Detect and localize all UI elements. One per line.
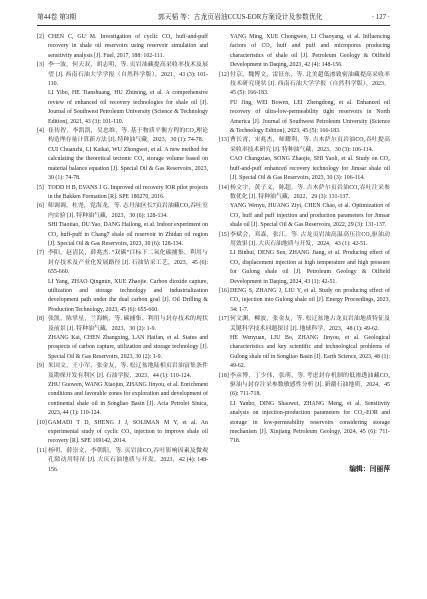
reference-text-chinese: 李一波，何天双，胡志明，等. 页岩油藏提高采收率技术及展望 [J]. 西南石油大学学报（自然科学版），2021，43 (3): 101-110.: [48, 62, 208, 88]
reference-number: [17]: [219, 316, 229, 323]
reference-text-chinese: 曹长霄，宋兆杰，师耀利，等. 吉木萨尔页岩油CO₂吞吐提高采收率技术研究 [J]. 特种油气藏，2023，30 (3): 106-114.: [230, 137, 390, 153]
reference-number: [9]: [37, 363, 44, 370]
reference-number: [7]: [37, 250, 44, 257]
reference-entry: [37, 249, 208, 315]
reference-list-left-column: [37, 33, 208, 475]
reference-body: [230, 287, 390, 315]
reference-entry: [37, 447, 208, 475]
reference-text-english: LI Yanbo, DING Shaowei, ZHANG Meng, et al. Sensitivity analysis on injection-production parameters for CO₂-EOR and storage in low-permeability reservoirs considering storage mechanism [J]. Xinjiang Petroleum Geology, 2024, 45 (6): 711-718.: [230, 400, 390, 445]
reference-body: [230, 231, 390, 287]
reference-body: [230, 33, 390, 71]
reference-text-chinese: 师调调，杜尧，党海龙，等. 志丹油区长7页岩油藏CO₂吞吐室内实验 [J]. 特种油气藏，2023，30 (6): 128-134.: [48, 203, 208, 219]
reference-text-chinese: 崔传智，李凯凯，吴忠维，等. 基于物质平衡方程的CO₂理论构造埋存量计算新方法 [J]. 特种油气藏，2023，30 (1): 74-78.: [48, 128, 208, 144]
reference-entry: [219, 287, 390, 315]
reference-body: [48, 127, 208, 183]
reference-entry-continued: [219, 33, 390, 71]
reference-body: [48, 249, 208, 315]
reference-entry: [219, 136, 390, 183]
reference-text-english: CAO Changxiao, SONG Zhaojie, SHI Yaoli, et al. Study on CO₂ huff-and-puff enhanced recovery technology for Jimsar shale oil [J]. Special Oil & Gas Reservoirs, 2023, 30 (3): 106-114.: [230, 156, 390, 182]
reference-number: [5]: [37, 184, 44, 191]
reference-entry: [219, 372, 390, 447]
reference-body: [48, 184, 208, 203]
reference-number: [2]: [37, 34, 44, 40]
reference-number: [13]: [219, 137, 229, 144]
reference-text-chinese: 何文渊，柳波，张金友，等. 松辽盆地古龙页岩油地质特征及关键科学技术问题探讨 [J]. 地球科学，2023，48 (1): 49-62.: [230, 316, 390, 332]
reference-entry: [37, 419, 208, 447]
reference-entry: [37, 127, 208, 183]
reference-text-english: SHI Tiaotiao, DU Yao, DANG Hailong, et al. Indoor experiment on CO₂ huff-puff in Chang7 shale oil reservoir in Zhidan oil region [J]. Special Oil & Gas Reservoirs, 2023, 30 (6): 128-134.: [48, 222, 208, 247]
reference-entry: [37, 315, 208, 362]
reference-text-chinese: 朱国文，王小军，张金友，等. 松辽盆地陆相页岩油富集条件及勘探开发有利区 [J]. 石油学报，2023，44 (1): 110-124.: [48, 363, 208, 379]
reference-list: [37, 33, 208, 475]
header-rule: [37, 25, 390, 26]
reference-body: [48, 33, 208, 61]
reference-text-chinese: 付京，魏博文，雷征东，等. 北美超低渗致密油藏提高采收率技术研究现状 [J]. 西南石油大学学报（自然科学版），2023，45 (5): 166-183.: [230, 71, 390, 97]
reference-body: [230, 315, 390, 371]
reference-entry: [37, 202, 208, 249]
reference-number: [6]: [37, 203, 44, 210]
reference-entry: [219, 184, 390, 231]
reference-text-english: YANG Ming, XUE Chongwen, LI Chaoyang, et al. Influencing factors of CO₂ huff and puff and micropores producing characteristics of shale oil [J]. Petroleum Geology & Oilfield Development in Daqing, 2023, 42 (4): 148-156.: [230, 34, 390, 69]
reference-entry: [219, 315, 390, 371]
reference-text-english: GAMADI T D, SHENG J J, SOLIMAN M Y, et al. An experimental study of cyclic CO₂ injection to improve shale oil recovery [R]. SPE 169142, 2014.: [48, 419, 208, 445]
reference-number: [14]: [219, 184, 229, 191]
running-title: 郭天韬 等：古龙页岩油CCUS-EOR方案设计及参数优化: [158, 14, 323, 21]
reference-text-chinese: 李斌会，邓森，张江，等. 古龙页岩油高温高压注CO₂驱油动用效果 [J]. 大庆石油地质与开发，2024，43 (1): 42-51.: [230, 231, 390, 247]
reference-text-english: ZHU Guowen, WANG Xiaojun, ZHANG Jinyou, et al. Enrichment conditions and favorable zones for exploration and development of continental shale oil in Songliao Basin [J]. Acta Petrolei Sinica, 2023, 44 (1): 110-124.: [48, 382, 208, 417]
reference-entry: [37, 33, 208, 61]
reference-text-chinese: 李阳，赵清民，薛兆杰. “双碳”目标下二氧化碳捕集、利用与封存技术及产业化发展路径 [J]. 石油钻采工艺，2023，45 (6): 655-660.: [48, 250, 208, 276]
editor-credit: 编辑：闫丽萍: [349, 465, 390, 473]
reference-text-english: LI Yang, ZHAO Qingmin, XUE Zhaojie. Carbon dioxide capture, utilization and storage technology and industrialization development path under the dual carbon goal [J]. Oil Drilling & Production Technology, 2023, 45 (6): 655-660.: [48, 278, 208, 313]
reference-number: [4]: [37, 128, 44, 135]
reference-text-chinese: 杨文宇，黄子义，陈超，等. 吉木萨尔页岩油CO₂吞吐注采参数优化 [J]. 特种油气藏，2022，29 (3): 131-137.: [230, 184, 390, 200]
reference-text-chinese: 张凯，陈掌星，兰海帆，等. 碳捕集、利用与封存技术的现状及前景 [J]. 特种油气藏，2023，30 (2): 1-9.: [48, 316, 208, 332]
volume-issue: 第44卷 第3期: [37, 14, 77, 21]
reference-text-english: LI Yibo, HE Tianshuang, HU Zhiming, et al. A comprehensive review of enhanced oil recovery technologies for shale oil [J]. Journal of Southwest Petroleum University (Science & Technology Edition), 2021, 43 (3): 101-110.: [48, 90, 208, 125]
reference-number: [10]: [37, 419, 47, 426]
reference-body: [48, 419, 208, 447]
reference-text-english: CUI Chuanzhi, LI Kaikai, WU Zhongwei, et al. A new method for calculating the theoretical tectonic CO₂ storage volume based on material balance equation [J]. Special Oil & Gas Reservoirs, 2023, 30 (1): 74-78.: [48, 146, 208, 182]
reference-body: [48, 362, 208, 418]
reference-text-english: ZHANG Kai, CHEN Zhangxing, LAN Haifan, et al. Status and prospects of carbon capture, utilization and storage technology [J]. Special Oil & Gas Reservoirs, 2023, 30 (2): 1-9.: [48, 335, 208, 360]
reference-entry: [37, 184, 208, 203]
reference-entry: [37, 61, 208, 127]
reference-text-english: CHEN C, GU M. Investigation of cyclic CO₂ huff-and-puff recovery in shale oil reservoirs using reservoir simulation and sensitivity analysis [J]. Fuel, 2017, 188: 102-111.: [48, 34, 208, 59]
reference-text-english: FU Jing, WEI Bowen, LEI Zhengdong, et al. Enhanced oil recovery of ultra-low-permeability tight reservoirs in North America [J]. Journal of Southwest Petroleum University (Science & Technology Edition), 2023, 45 (5): 166-183.: [230, 99, 390, 135]
reference-body: [230, 71, 390, 137]
reference-entry: [219, 231, 390, 287]
running-header: [37, 13, 390, 23]
page-number: · 127 ·: [371, 14, 390, 21]
reference-number: [3]: [37, 62, 44, 69]
reference-text-chinese: 杨明，薛崇文，李朝阳，等. 页岩油CO₂吞吐影响因素及微观孔隙动用特征 [J]. 大庆石油地质与开发，2023，42 (4): 148-156.: [48, 447, 208, 473]
reference-text-english: TODD H B, EVANS J G. Improved oil recovery IOR pilot projects in the Bakken Formation [R]. SPE 180270, 2016.: [48, 184, 208, 200]
reference-body: [230, 372, 390, 447]
reference-number: [8]: [37, 316, 44, 323]
reference-body: [48, 61, 208, 127]
reference-text-english: DENG S, ZHANG J, LIU Y, et al. Study on producing effect of CO₂ injection into Gulong shale oil [J]. Energy Proceedings, 2023, 34: 1-7.: [230, 287, 390, 313]
reference-list-right-column: [219, 33, 390, 475]
reference-body: [48, 315, 208, 362]
reference-number: [12]: [219, 71, 229, 78]
reference-body: [230, 184, 390, 231]
reference-number: [16]: [219, 287, 229, 294]
reference-list: [219, 33, 390, 447]
reference-text-english: HE Wenyuan, LIU Bo, ZHANG Jinyou, et al. Geological characteristics and key scientific and technological problems of Gulong shale oil in Songliao Basin [J]. Earth Science, 2023, 48 (1): 49-62.: [230, 335, 390, 370]
reference-body: [230, 136, 390, 183]
reference-number: [11]: [37, 447, 47, 454]
reference-text-english: YANG Wenyu, HUANG Ziyi, CHEN Chao, et al. Optimization of CO₂ huff and puff injection and production parameters for Jimsar shale oil [J]. Special Oil & Gas Reservoirs, 2022, 29 (3): 131-137.: [230, 203, 390, 229]
reference-text-chinese: 李彦博，丁少伟，张萌，等. 考虑封存机制的低渗透油藏CO₂驱油与封存注采参数敏感性分析 [J]. 新疆石油地质，2024，45 (6): 711-718.: [230, 372, 390, 398]
reference-entry: [37, 362, 208, 418]
reference-number: [18]: [219, 372, 229, 379]
reference-entry: [219, 71, 390, 137]
reference-number: [15]: [219, 231, 229, 238]
reference-body: [48, 202, 208, 249]
reference-text-english: LI Binhui, DENG Sen, ZHANG Jiang, et al. Producing effect of CO₂ displacement injection at high temperature and high pressure for Gulong shale oil [J]. Petroleum Geology & Oilfield Development in Daqing, 2024, 43 (1): 42-51.: [230, 250, 390, 285]
reference-body: [48, 447, 208, 475]
